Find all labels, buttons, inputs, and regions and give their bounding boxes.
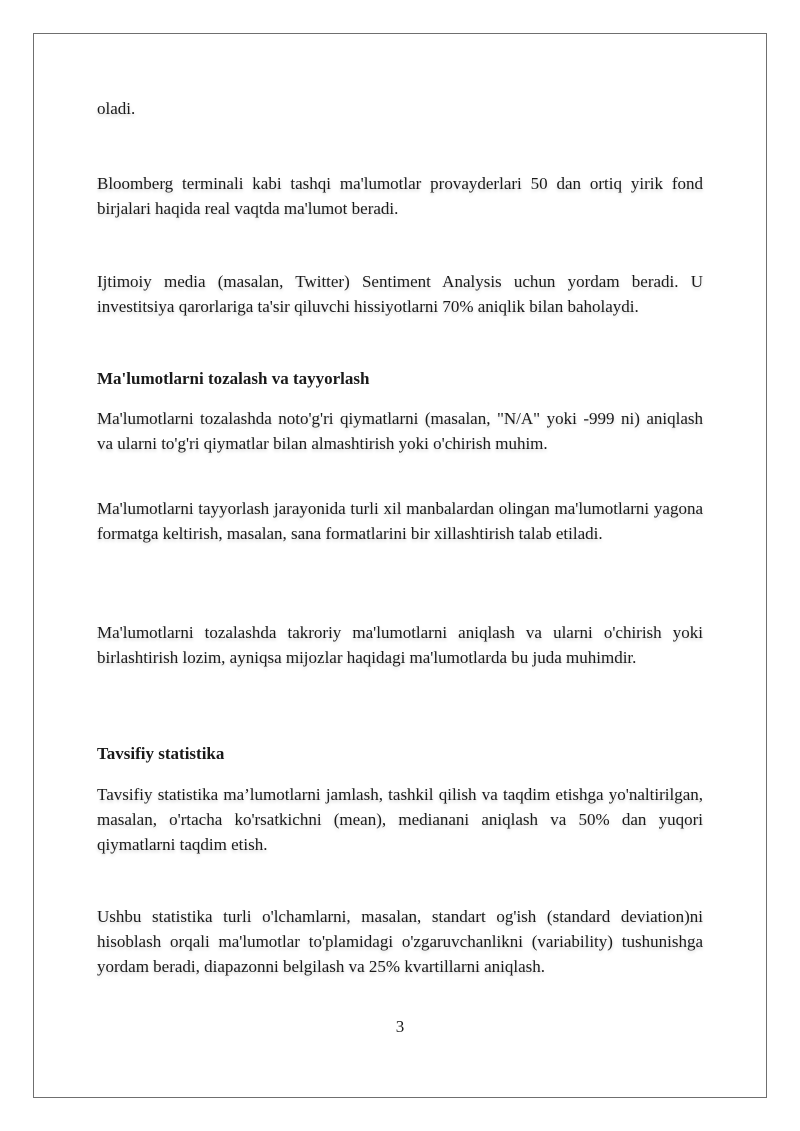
section-heading-descriptive-statistics: Tavsifiy statistika — [97, 744, 225, 763]
paragraph-bloomberg: Bloomberg terminali kabi tashqi ma'lumotlar provayderlari 50 dan ortiq yirik fond birjalari haqida real vaqtda ma'lumot beradi. — [97, 174, 703, 218]
paragraph-cleaning-invalid-values: Ma'lumotlarni tozalashda noto'g'ri qiymatlarni (masalan, "N/A" yoki -999 ni) aniqlash va ularni to'g'ri qiymatlar bilan almashtirish yoki o'chirish muhim. — [97, 409, 703, 453]
paragraph-social-media: Ijtimoiy media (masalan, Twitter) Sentiment Analysis uchun yordam beradi. U investitsiya qarorlariga ta'sir qiluvchi hissiyotlarni 70% aniqlik bilan baholaydi. — [97, 272, 703, 316]
paragraph-variability: Ushbu statistika turli o'lchamlarni, masalan, standart og'ish (standard deviation)ni hisoblash orqali ma'lumotlar to'plamidagi o'zgaruvchanlikni (variability) tushunishga yordam beradi, diapazonni belgilash va 25% kvartillarni aniqlash. — [97, 907, 703, 976]
paragraph-continuation: oladi. — [97, 99, 136, 118]
section-heading-data-cleaning: Ma'lumotlarni tozalash va tayyorlash — [97, 369, 370, 388]
paragraph-preparation-format: Ma'lumotlarni tayyorlash jarayonida turli xil manbalardan olingan ma'lumotlarni yagona formatga keltirish, masalan, sana formatlarini bir xillashtirish talab etiladi. — [97, 499, 703, 543]
page-number: 3 — [395, 1017, 405, 1036]
paragraph-descriptive-statistics: Tavsifiy statistika ma’lumotlarni jamlash, tashkil qilish va taqdim etishga yo'naltirilgan, masalan, o'rtacha ko'rsatkichni (mean), medianani aniqlash va 50% dan yuqori qiymatlarni taqdim etish. — [97, 785, 703, 854]
paragraph-cleaning-duplicates: Ma'lumotlarni tozalashda takroriy ma'lumotlarni aniqlash va ularni o'chirish yoki birlashtirish lozim, ayniqsa mijozlar haqidagi ma'lumotlarda bu juda muhimdir. — [97, 623, 703, 667]
